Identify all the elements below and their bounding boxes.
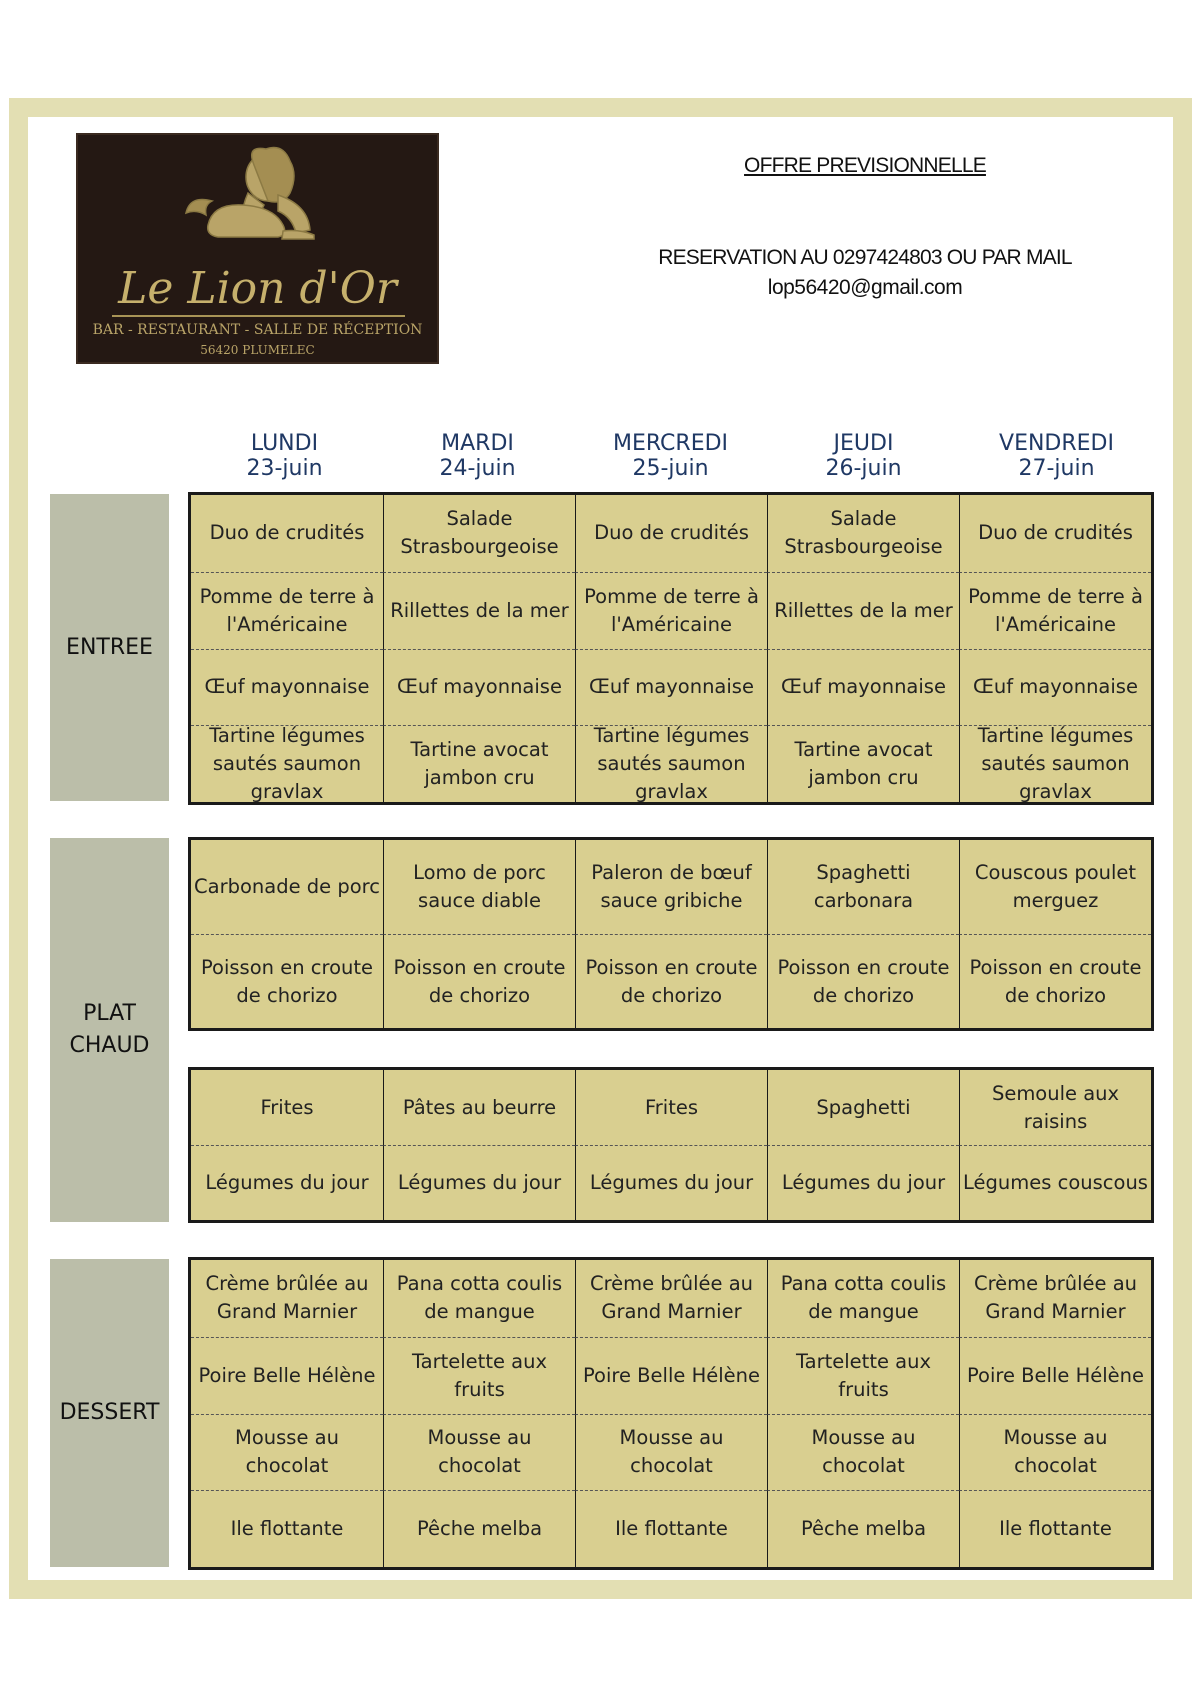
logo-city: 56420 PLUMELEC xyxy=(200,343,315,357)
menu-cell: Œuf mayonnaise xyxy=(767,649,959,726)
menu-cell: Mousse au chocolat xyxy=(191,1414,383,1491)
menu-cell: Légumes du jour xyxy=(383,1145,575,1220)
category-dessert: DESSERT xyxy=(50,1259,169,1567)
menu-cell: Poire Belle Hélène xyxy=(191,1337,383,1414)
menu-cell: Légumes du jour xyxy=(191,1145,383,1220)
menu-cell: Légumes du jour xyxy=(767,1145,959,1220)
menu-cell: Rillettes de la mer xyxy=(767,572,959,649)
day-name: LUNDI xyxy=(250,431,319,456)
day-date: 23-juin xyxy=(246,456,323,481)
menu-cell: Poisson en croute de chorizo xyxy=(959,934,1151,1028)
entree-grid xyxy=(188,492,1154,805)
menu-cell: Œuf mayonnaise xyxy=(191,649,383,726)
day-name: VENDREDI xyxy=(999,431,1114,456)
menu-cell: Tartine légumes sautés saumon gravlax xyxy=(575,725,767,802)
menu-cell: Poisson en croute de chorizo xyxy=(191,934,383,1028)
category-plat-chaud xyxy=(50,838,169,1222)
menu-cell: Poire Belle Hélène xyxy=(959,1337,1151,1414)
day-date: 24-juin xyxy=(439,456,516,481)
menu-cell: Œuf mayonnaise xyxy=(959,649,1151,726)
menu-cell: Pêche melba xyxy=(383,1490,575,1567)
menu-cell: Pâtes au beurre xyxy=(383,1070,575,1145)
menu-cell: Frites xyxy=(575,1070,767,1145)
restaurant-logo xyxy=(76,133,439,364)
day-name: MERCREDI xyxy=(612,431,729,456)
menu-cell: Mousse au chocolat xyxy=(575,1414,767,1491)
menu-cell: Poisson en croute de chorizo xyxy=(575,934,767,1028)
desserts-grid xyxy=(188,1257,1154,1570)
menu-cell: Salade Strasbourgeoise xyxy=(767,495,959,572)
menu-cell: Crème brûlée au Grand Marnier xyxy=(575,1260,767,1337)
menu-cell: Œuf mayonnaise xyxy=(383,649,575,726)
lion-icon xyxy=(78,135,437,262)
menu-cell: Couscous poulet merguez xyxy=(959,840,1151,934)
menu-cell: Œuf mayonnaise xyxy=(575,649,767,726)
menu-cell: Tartine légumes sautés saumon gravlax xyxy=(959,725,1151,802)
day-date: 27-juin xyxy=(1018,456,1095,481)
menu-cell: Ile flottante xyxy=(575,1490,767,1567)
menu-cell: Mousse au chocolat xyxy=(383,1414,575,1491)
menu-cell: Pomme de terre à l'Américaine xyxy=(959,572,1151,649)
day-header-lundi xyxy=(188,431,381,481)
menu-cell: Rillettes de la mer xyxy=(383,572,575,649)
day-header-vendredi xyxy=(960,431,1153,481)
day-date: 25-juin xyxy=(632,456,709,481)
category-label: PLAT CHAUD xyxy=(69,1001,150,1058)
menu-cell: Mousse au chocolat xyxy=(767,1414,959,1491)
offer-title: OFFRE PREVISIONNELLE xyxy=(744,154,986,177)
day-header-mardi xyxy=(381,431,574,481)
day-date: 26-juin xyxy=(825,456,902,481)
menu-cell: Semoule aux raisins xyxy=(959,1070,1151,1145)
menu-cell: Duo de crudités xyxy=(959,495,1151,572)
menu-cell: Poire Belle Hélène xyxy=(575,1337,767,1414)
logo-divider xyxy=(112,315,405,317)
reservation-email: lop56420@gmail.com xyxy=(767,276,963,299)
menu-cell: Pomme de terre à l'Américaine xyxy=(575,572,767,649)
menu-cell: Paleron de bœuf sauce gribiche xyxy=(575,840,767,934)
menu-cell: Duo de crudités xyxy=(575,495,767,572)
menu-cell: Duo de crudités xyxy=(209,521,365,545)
menu-cell: Crème brûlée au Grand Marnier xyxy=(205,1272,369,1324)
plats-grid xyxy=(188,837,1154,1031)
day-name: MARDI xyxy=(441,431,514,456)
menu-cell: Poisson en croute de chorizo xyxy=(767,934,959,1028)
menu-cell: Légumes du jour xyxy=(575,1145,767,1220)
category-entree: ENTREE xyxy=(50,494,169,801)
logo-subtitle: BAR - RESTAURANT - SALLE DE RÉCEPTION xyxy=(92,322,423,338)
day-name: JEUDI xyxy=(833,431,894,456)
menu-cell: Tartine avocat jambon cru xyxy=(767,725,959,802)
menu-cell: Mousse au chocolat xyxy=(959,1414,1151,1491)
menu-cell: Pêche melba xyxy=(767,1490,959,1567)
day-header-mercredi xyxy=(574,431,767,481)
menu-cell: Ile flottante xyxy=(191,1490,383,1567)
menu-cell: Pana cotta coulis de mangue xyxy=(383,1260,575,1337)
menu-cell: Crème brûlée au Grand Marnier xyxy=(959,1260,1151,1337)
menu-cell: Lomo de porc sauce diable xyxy=(383,840,575,934)
menu-cell: Tartelette aux fruits xyxy=(383,1337,575,1414)
menu-cell: Poisson en croute de chorizo xyxy=(383,934,575,1028)
menu-cell: Pomme de terre à l'Américaine xyxy=(191,572,383,649)
menu-cell: Pana cotta coulis de mangue xyxy=(767,1260,959,1337)
day-header-jeudi xyxy=(767,431,960,481)
menu-cell: Tartelette aux fruits xyxy=(767,1337,959,1414)
accompagnements-grid xyxy=(188,1067,1154,1223)
menu-cell: Spaghetti carbonara xyxy=(767,840,959,934)
menu-cell: Frites xyxy=(260,1095,314,1119)
logo-wordmark: Le Lion d'Or xyxy=(118,263,397,314)
menu-cell: Spaghetti xyxy=(767,1070,959,1145)
menu-cell: Ile flottante xyxy=(959,1490,1151,1567)
menu-cell: Carbonade de porc xyxy=(194,875,380,898)
menu-cell: Tartine légumes sautés saumon gravlax xyxy=(191,725,383,802)
menu-cell: Tartine avocat jambon cru xyxy=(383,725,575,802)
reservation-phone: RESERVATION AU 0297424803 OU PAR MAIL xyxy=(658,246,1072,269)
menu-cell: Légumes couscous xyxy=(959,1145,1151,1220)
menu-cell: Salade Strasbourgeoise xyxy=(383,495,575,572)
